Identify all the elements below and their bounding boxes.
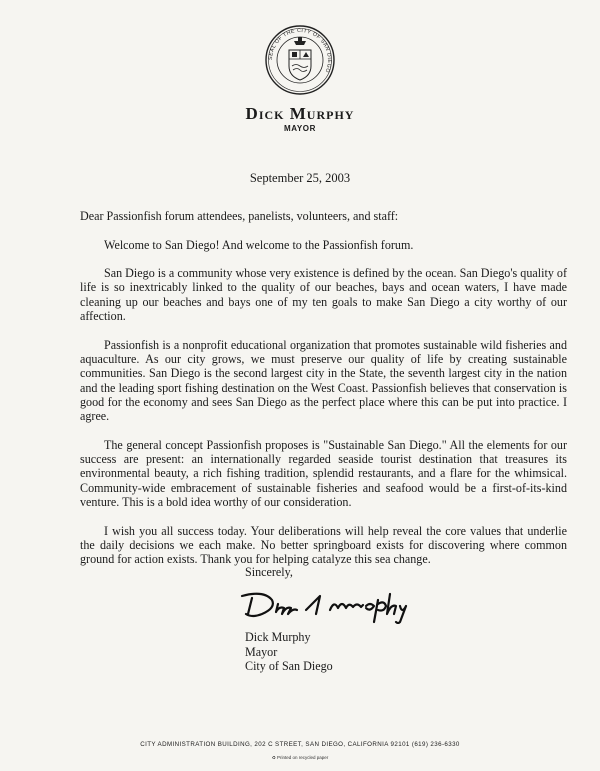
salutation: Dear Passionfish forum attendees, panelists, volunteers, and staff: (80, 209, 399, 223)
letter-body (80, 209, 567, 581)
letter-date: September 25, 2003 (249, 171, 351, 185)
recycle-icon: ♻ (271, 755, 276, 760)
paragraph-closing: I wish you all success today. Your deliberations will help reveal the core values that underlie the daily decisions we each make. No better springboard exists for discovering where common ground for action exists. Thank you for helping catalyze this sea change. (80, 523, 567, 567)
signer-name: Dick Murphy (245, 630, 311, 644)
city-seal-icon (264, 24, 336, 96)
closing-salutation: Sincerely, (245, 565, 293, 579)
svg-text:SEAL OF THE CITY OF SAN DIEGO: SEAL OF THE CITY OF SAN DIEGO (267, 27, 333, 74)
paragraph-community: San Diego is a community whose very existence is defined by the ocean. San Diego's quality of life is so inextricably linked to the quality of our beaches, bays and ocean waters, I have made cleaning up our beaches and bays one of my ten goals to make San Diego a city worthy of our affection. (80, 266, 567, 324)
signer-title: Mayor (245, 644, 278, 659)
paragraph-concept: The general concept Passionfish proposes is "Sustainable San Diego." All the elements for our success are present: an internationally regarded seaside tourist destination that treasures its environmental beauty, a rich fishing tradition, splendid restaurants, and a flare for the whimsical. Community-wide embracement of sustainable fisheries and seafood would be a first-of-its-kind venture. This is a bold idea worthy of our consideration. (80, 437, 567, 509)
recycled-paper-note: ♻ Printed on recycled paper (271, 755, 329, 760)
letterhead-name: Dick Murphy (245, 104, 355, 123)
paragraph-passionfish: Passionfish is a nonprofit educational organization that promotes sustainable wild fisheries and aquaculture. As our city grows, we must preserve our quality of life by creating sustainable communities. San Diego is the second largest city in the State, the seventh largest city in the nation and the leading sport fishing destination on the West Coast. Passionfish believes that conservation is good for the economy and sees San Diego as the perfect place where this can be put into practice. I agree. (80, 337, 567, 424)
paragraph-welcome: Welcome to San Diego! And welcome to the Passionfish forum. (104, 237, 414, 252)
signer-block (245, 630, 333, 674)
signer-organization: City of San Diego (245, 659, 333, 673)
letterhead-title: MAYOR (283, 124, 317, 133)
handwritten-signature-icon (236, 588, 426, 624)
footer-address: CITY ADMINISTRATION BUILDING, 202 C STREET, SAN DIEGO, CALIFORNIA 92101 (619) 236-6330 (140, 741, 460, 748)
